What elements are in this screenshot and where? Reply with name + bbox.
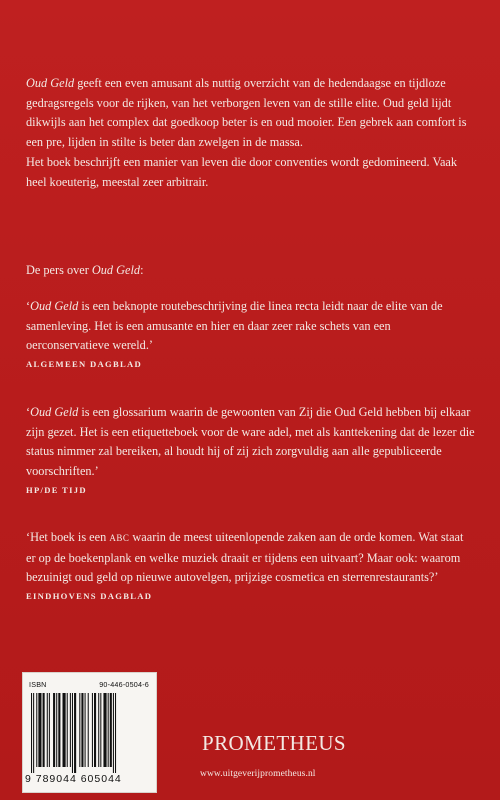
barcode-bar bbox=[74, 693, 76, 773]
intro-text: geeft een even amusant als nuttig overzicht van de hedendaagse en tijdloze gedragsregels voor de rijken, van het verborgen leven van de stille elite. Oud geld lijdt dikwijls aan het complex dat goedkoop beter is en oud mooier. Een gebrek aan comfort is een pre, lijden in stilte is beter dan zwelgen in de massa. bbox=[26, 76, 467, 150]
quote-title: Oud Geld bbox=[30, 299, 79, 313]
barcode-bar bbox=[110, 693, 112, 767]
barcode-bar bbox=[81, 693, 83, 767]
barcode-bar bbox=[85, 693, 86, 767]
press-heading bbox=[26, 261, 476, 281]
intro-text-2: Het boek beschrijft een manier van leven die door conventies wordt gedomineerd. Vaak heel koeuterig, meestal zeer arbitrair. bbox=[26, 154, 458, 189]
barcode-bar bbox=[100, 693, 101, 767]
barcode-bar bbox=[58, 693, 60, 767]
quote-source: ALGEMEEN DAGBLAD bbox=[26, 359, 143, 370]
quote-open-mark: ‘ bbox=[26, 299, 31, 313]
barcode-bar bbox=[67, 693, 68, 767]
quote-text: is een glossarium waarin de gewoonten van Zij die Oud Geld hebben bij elkaar zijn gezet. Het is een etiquetteboek voor de ware adel, met als kanttekening dat de lezer die status nimmer zal bereiken, al houdt hij of zij zich zorgvuldig aan alle gepubliceerde voorschriften.’ bbox=[26, 405, 475, 479]
barcode-bar bbox=[63, 693, 66, 767]
barcode-bar bbox=[98, 693, 99, 767]
barcode-bar bbox=[115, 693, 116, 773]
barcode-bar bbox=[92, 693, 93, 767]
press-heading-title: Oud Geld bbox=[91, 263, 141, 277]
press-heading-prefix: De pers over bbox=[26, 263, 89, 277]
quote-text: is een beknopte routebeschrijving die linea recta leidt naar de elite van de samenleving. Het is een amusante en hier en daar zeer rake schets van een oerconservatieve wereld.’ bbox=[26, 299, 443, 353]
barcode-bar bbox=[94, 693, 96, 767]
barcode-bar bbox=[33, 693, 34, 773]
barcode-image bbox=[29, 693, 149, 773]
barcode-bar bbox=[56, 693, 57, 767]
quote-source: HP/DE TIJD bbox=[26, 484, 87, 495]
press-quote bbox=[26, 528, 476, 602]
barcode-bar bbox=[70, 693, 71, 767]
barcode-bar bbox=[38, 693, 41, 767]
quote-abc: ABC bbox=[109, 533, 130, 543]
quote-text: waarin de meest uiteenlopende zaken aan de orde komen. Wat staat er op de boekenplank en welke muziek draait er tijdens een uitvaart? Maar ook: waarom bezuinigt oud geld op nieuwe autovelgen, prijzige cosmetica en sterrenrestaurants?’ bbox=[26, 530, 464, 585]
barcode-bar bbox=[53, 693, 55, 767]
barcode-bar bbox=[113, 693, 114, 773]
quote-title: Oud Geld bbox=[30, 405, 79, 419]
barcode-bar bbox=[103, 693, 106, 767]
quote-open-mark: ‘ bbox=[26, 405, 31, 419]
barcode-bar bbox=[36, 693, 37, 767]
barcode-bar bbox=[108, 693, 109, 767]
quote-text: ‘Het boek is een bbox=[26, 530, 107, 544]
isbn-line bbox=[29, 680, 149, 689]
intro-paragraph bbox=[26, 74, 476, 192]
barcode-bar bbox=[79, 693, 80, 767]
publisher-url: www.uitgeverijprometheus.nl bbox=[200, 769, 316, 779]
isbn-digits: 9 789044 605044 bbox=[25, 773, 122, 785]
barcode-box bbox=[22, 672, 157, 793]
press-heading-suffix: : bbox=[140, 263, 144, 277]
barcode-bar bbox=[31, 693, 32, 773]
barcode-bar bbox=[49, 693, 50, 767]
barcode-bar bbox=[43, 693, 45, 767]
prometheus-logo bbox=[200, 728, 350, 758]
book-title: Oud Geld bbox=[26, 76, 75, 90]
isbn-label: ISBN bbox=[29, 680, 47, 689]
barcode-bar bbox=[47, 693, 48, 767]
press-quote bbox=[26, 297, 476, 370]
press-quote bbox=[26, 403, 476, 496]
barcode-bar bbox=[72, 693, 73, 773]
logo-wordmark: PROMETHEUS bbox=[202, 731, 346, 755]
isbn-number: 90-446-0504-6 bbox=[99, 680, 149, 689]
barcode-bar bbox=[88, 693, 89, 767]
quote-source: EINDHOVENS DAGBLAD bbox=[26, 591, 153, 602]
